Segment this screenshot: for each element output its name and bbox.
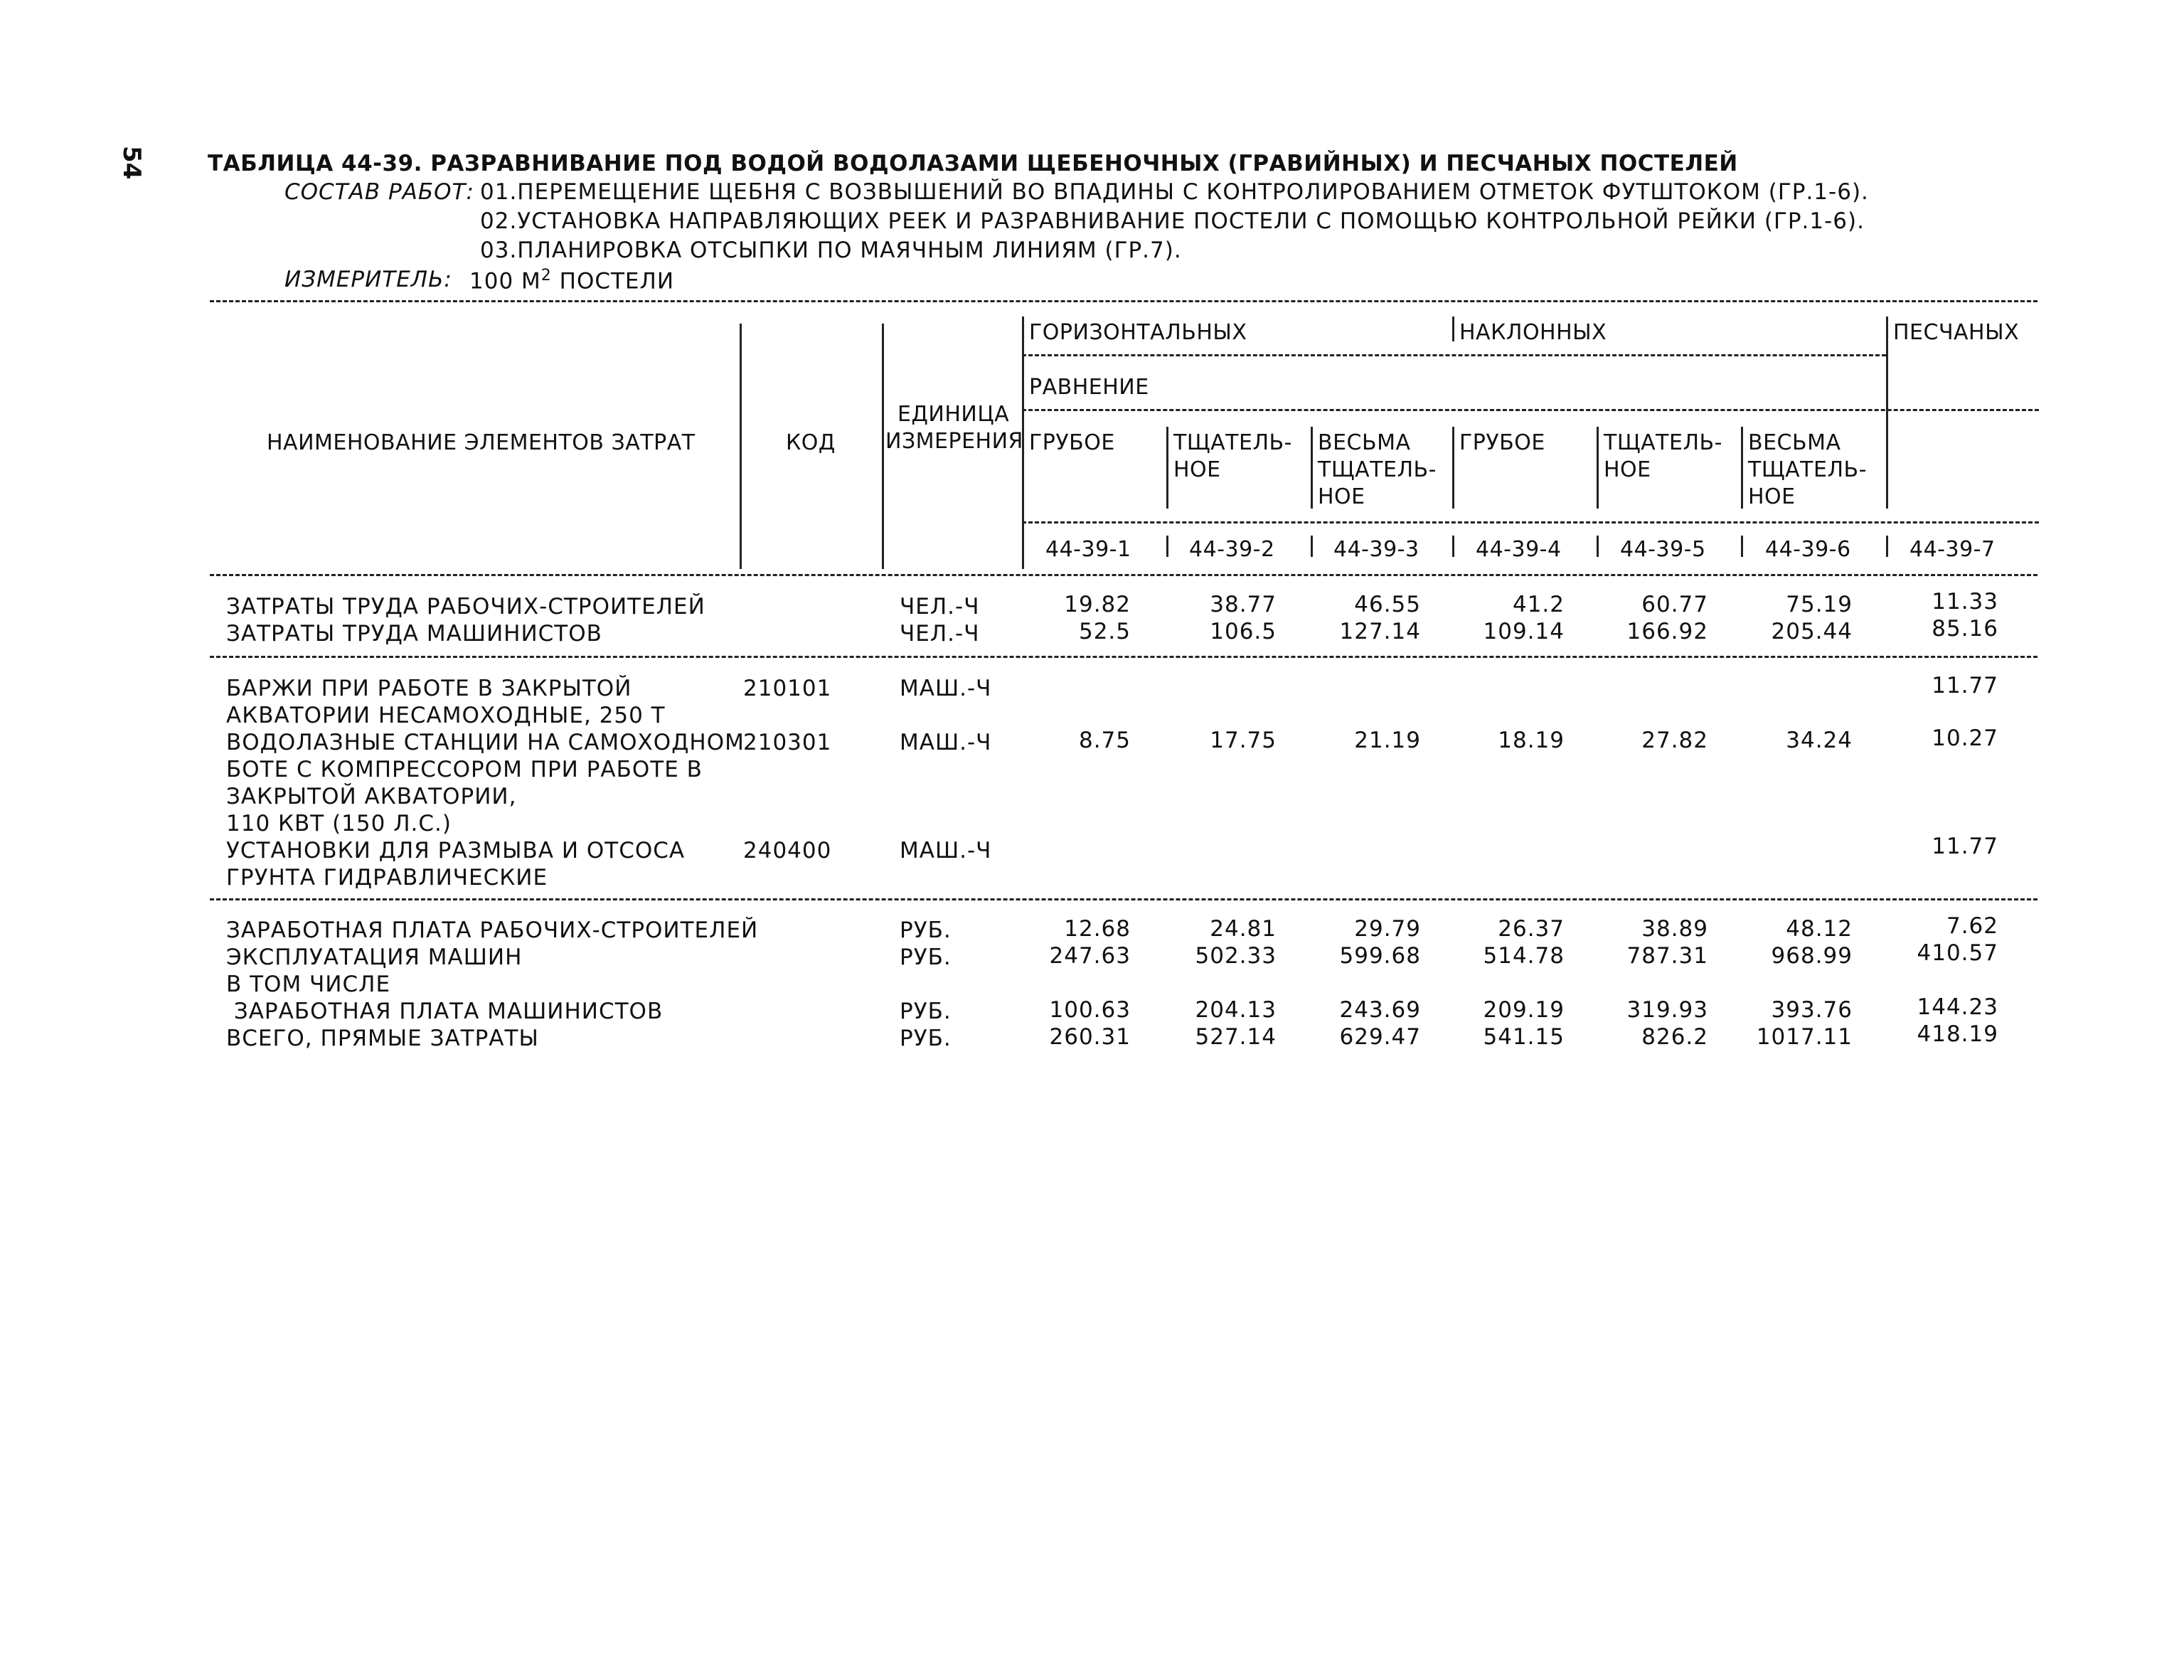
- cell-value: 127.14: [1339, 619, 1421, 644]
- cell-value: 541.15: [1483, 1024, 1565, 1050]
- cell-value: 29.79: [1354, 916, 1421, 942]
- cell-value: 60.77: [1641, 592, 1708, 617]
- header-divider: [1597, 427, 1599, 509]
- row-name: 110 КВТ (150 Л.С.): [226, 811, 452, 836]
- row-name: АКВАТОРИИ НЕСАМОХОДНЫЕ, 250 Т: [226, 703, 666, 728]
- header-divider: [1311, 536, 1313, 557]
- cell-value: 968.99: [1771, 943, 1853, 969]
- work-item-1: 01.ПЕРЕМЕЩЕНИЕ ЩЕБНЯ С ВОЗВЫШЕНИЙ ВО ВПАДИНЫ С КОНТРОЛИРОВАНИЕМ ОТМЕТОК ФУТШТОКОМ (ГР.1-6).: [480, 179, 1869, 205]
- table-title: ТАБЛИЦА 44-39. РАЗРАВНИВАНИЕ ПОД ВОДОЙ ВОДОЛАЗАМИ ЩЕБЕНОЧНЫХ (ГРАВИЙНЫХ) И ПЕСЧАНЫХ ПОСТЕЛЕЙ: [208, 151, 1738, 176]
- row-name: ЭКСПЛУАТАЦИЯ МАШИН: [226, 945, 523, 970]
- cell-value: 8.75: [1078, 728, 1131, 753]
- cell-value: 11.77: [1932, 834, 1998, 859]
- cell-value: 41.2: [1512, 592, 1565, 617]
- column-code: 44-39-1: [1045, 537, 1131, 562]
- page-number: 54: [117, 146, 146, 180]
- header-divider: [1166, 536, 1168, 557]
- header-name: НАИМЕНОВАНИЕ ЭЛЕМЕНТОВ ЗАТРАТ: [267, 430, 696, 455]
- cell-value: 209.19: [1483, 997, 1565, 1023]
- header-top-rule: [210, 300, 2037, 302]
- cell-value: 38.77: [1210, 592, 1277, 617]
- header-leveling: РАВНЕНИЕ: [1029, 375, 1149, 400]
- row-code: 210301: [743, 730, 832, 755]
- row-unit: ЧЕЛ.-Ч: [900, 594, 980, 620]
- header-divider: [1741, 536, 1743, 557]
- cell-value: 826.2: [1641, 1024, 1708, 1050]
- header-very-1c: НОЕ: [1318, 484, 1365, 509]
- cell-value: 144.23: [1917, 994, 1998, 1020]
- row-name: ГРУНТА ГИДРАВЛИЧЕСКИЕ: [226, 865, 548, 890]
- header-divider: [1886, 536, 1888, 557]
- cell-value: 1017.11: [1756, 1024, 1853, 1050]
- header-divider: [1452, 317, 1454, 341]
- header-bottom-rule: [210, 574, 2037, 576]
- row-name: ВОДОЛАЗНЫЕ СТАНЦИИ НА САМОХОДНОМ: [226, 730, 745, 755]
- cell-value: 205.44: [1771, 619, 1853, 644]
- column-code: 44-39-7: [1909, 537, 1996, 562]
- section-rule: [210, 656, 2037, 658]
- cell-value: 319.93: [1626, 997, 1708, 1023]
- row-code: 240400: [743, 838, 832, 863]
- cell-value: 18.19: [1498, 728, 1565, 753]
- cell-value: 599.68: [1339, 943, 1421, 969]
- row-name: ЗАКРЫТОЙ АКВАТОРИИ,: [226, 784, 517, 809]
- cell-value: 166.92: [1626, 619, 1708, 644]
- header-divider: [1452, 427, 1454, 509]
- header-very-2b: ТЩАТЕЛЬ-: [1748, 457, 1867, 482]
- row-name: В ТОМ ЧИСЛЕ: [226, 972, 391, 997]
- cell-value: 514.78: [1483, 943, 1565, 969]
- header-very-2c: НОЕ: [1748, 484, 1796, 509]
- cell-value: 10.27: [1932, 725, 1998, 751]
- cell-value: 48.12: [1786, 916, 1853, 942]
- row-name: ЗАРАБОТНАЯ ПЛАТА РАБОЧИХ-СТРОИТЕЛЕЙ: [226, 918, 759, 943]
- cell-value: 27.82: [1641, 728, 1708, 753]
- cell-value: 393.76: [1771, 997, 1853, 1023]
- cell-value: 12.68: [1064, 916, 1131, 942]
- row-unit: РУБ.: [900, 1026, 952, 1051]
- header-rough-2: ГРУБОЕ: [1459, 430, 1545, 455]
- row-unit: МАШ.-Ч: [900, 730, 992, 755]
- header-very-1b: ТЩАТЕЛЬ-: [1318, 457, 1437, 482]
- cell-value: 7.62: [1946, 913, 1998, 939]
- header-rule: [1022, 409, 2039, 411]
- cell-value: 34.24: [1786, 728, 1853, 753]
- column-code: 44-39-6: [1765, 537, 1851, 562]
- header-divider: [1166, 427, 1168, 509]
- header-divider: [1452, 536, 1454, 557]
- header-careful-2a: ТЩАТЕЛЬ-: [1604, 430, 1722, 455]
- cell-value: 26.37: [1498, 916, 1565, 942]
- row-name: ВСЕГО, ПРЯМЫЕ ЗАТРАТЫ: [226, 1026, 539, 1051]
- cell-value: 52.5: [1078, 619, 1131, 644]
- cell-value: 38.89: [1641, 916, 1708, 942]
- cell-value: 260.31: [1049, 1024, 1131, 1050]
- header-divider: [1311, 427, 1313, 509]
- cell-value: 11.77: [1932, 673, 1998, 698]
- header-rough-1: ГРУБОЕ: [1029, 430, 1115, 455]
- cell-value: 243.69: [1339, 997, 1421, 1023]
- header-very-1a: ВЕСЬМА: [1318, 430, 1411, 455]
- row-name: БАРЖИ ПРИ РАБОТЕ В ЗАКРЫТОЙ: [226, 676, 632, 701]
- row-name: ЗАТРАТЫ ТРУДА РАБОЧИХ-СТРОИТЕЛЕЙ: [226, 594, 705, 620]
- header-sand: ПЕСЧАНЫХ: [1893, 320, 2020, 345]
- header-horizontal: ГОРИЗОНТАЛЬНЫХ: [1029, 320, 1247, 345]
- header-rule: [1022, 521, 2039, 523]
- cell-value: 502.33: [1195, 943, 1277, 969]
- header-unit-1: ЕДИНИЦА: [897, 402, 1010, 427]
- row-unit: РУБ.: [900, 945, 952, 970]
- column-code: 44-39-4: [1476, 537, 1562, 562]
- cell-value: 106.5: [1210, 619, 1277, 644]
- cell-value: 100.63: [1049, 997, 1131, 1023]
- row-name: ЗАРАБОТНАЯ ПЛАТА МАШИНИСТОВ: [226, 999, 664, 1024]
- row-code: 210101: [743, 676, 832, 701]
- header-divider: [1741, 427, 1743, 509]
- column-code: 44-39-5: [1620, 537, 1706, 562]
- cell-value: 629.47: [1339, 1024, 1421, 1050]
- header-rule: [1022, 354, 1886, 356]
- work-label: СОСТАВ РАБОТ:: [284, 179, 474, 205]
- cell-value: 247.63: [1049, 943, 1131, 969]
- row-name: УСТАНОВКИ ДЛЯ РАЗМЫВА И ОТСОСА: [226, 838, 686, 863]
- cell-value: 46.55: [1354, 592, 1421, 617]
- row-unit: РУБ.: [900, 918, 952, 943]
- header-divider: [1886, 427, 1888, 509]
- row-unit: МАШ.-Ч: [900, 676, 992, 701]
- work-item-2: 02.УСТАНОВКА НАПРАВЛЯЮЩИХ РЕЕК И РАЗРАВНИВАНИЕ ПОСТЕЛИ С ПОМОЩЬЮ КОНТРОЛЬНОЙ РЕЙКИ (ГР.1-6).: [480, 208, 1865, 234]
- header-divider: [740, 324, 742, 569]
- column-code: 44-39-3: [1333, 537, 1419, 562]
- cell-value: 17.75: [1210, 728, 1277, 753]
- cell-value: 418.19: [1917, 1021, 1998, 1047]
- header-very-2a: ВЕСЬМА: [1748, 430, 1841, 455]
- section-rule: [210, 898, 2037, 900]
- header-divider: [1597, 536, 1599, 557]
- cell-value: 19.82: [1064, 592, 1131, 617]
- cell-value: 109.14: [1483, 619, 1565, 644]
- measure-label: ИЗМЕРИТЕЛЬ:: [284, 267, 452, 292]
- header-careful-1a: ТЩАТЕЛЬ-: [1173, 430, 1292, 455]
- row-name: ЗАТРАТЫ ТРУДА МАШИНИСТОВ: [226, 621, 602, 647]
- header-careful-1b: НОЕ: [1173, 457, 1221, 482]
- cell-value: 204.13: [1195, 997, 1277, 1023]
- cell-value: 410.57: [1917, 940, 1998, 966]
- header-unit-2: ИЗМЕРЕНИЯ: [885, 429, 1023, 454]
- column-code: 44-39-2: [1189, 537, 1275, 562]
- cell-value: 24.81: [1210, 916, 1277, 942]
- cell-value: 75.19: [1786, 592, 1853, 617]
- cell-value: 11.33: [1932, 589, 1998, 615]
- cell-value: 527.14: [1195, 1024, 1277, 1050]
- cell-value: 21.19: [1354, 728, 1421, 753]
- header-inclined: НАКЛОННЫХ: [1459, 320, 1607, 345]
- header-divider: [882, 324, 884, 569]
- row-name: БОТЕ С КОМПРЕССОРОМ ПРИ РАБОТЕ В: [226, 757, 703, 782]
- header-code: КОД: [786, 430, 836, 455]
- row-unit: РУБ.: [900, 999, 952, 1024]
- work-item-3: 03.ПЛАНИРОВКА ОТСЫПКИ ПО МАЯЧНЫМ ЛИНИЯМ (ГР.7).: [480, 238, 1182, 263]
- cell-value: 787.31: [1626, 943, 1708, 969]
- cell-value: 85.16: [1932, 616, 1998, 642]
- row-unit: МАШ.-Ч: [900, 838, 992, 863]
- row-unit: ЧЕЛ.-Ч: [900, 621, 980, 647]
- measure-value: 100 $М^2$ ПОСТЕЛИ: [469, 267, 675, 294]
- header-careful-2b: НОЕ: [1604, 457, 1651, 482]
